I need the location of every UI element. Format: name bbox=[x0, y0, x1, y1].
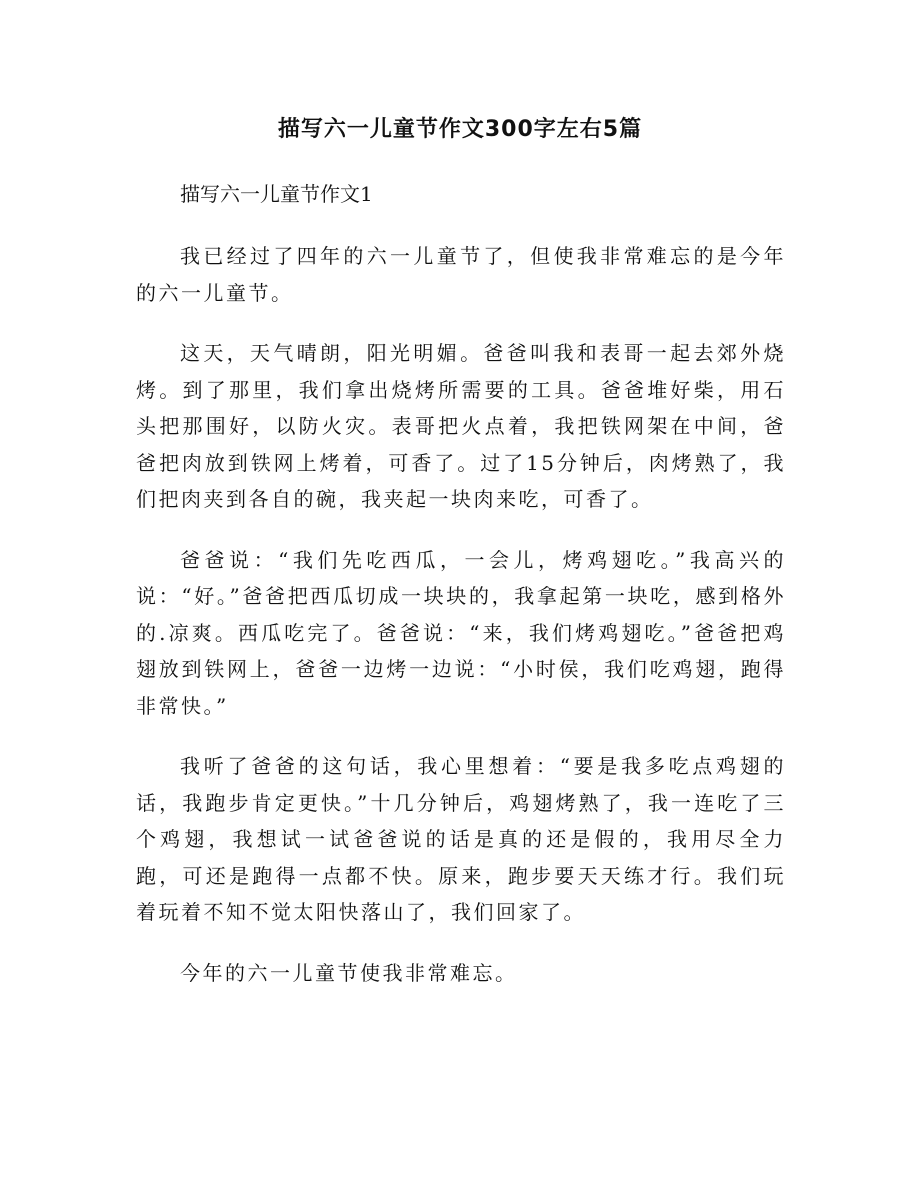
document-title: 描写六一儿童节作文300字左右5篇 bbox=[277, 117, 643, 142]
paragraph-5: 今年的六一儿童节使我非常难忘。 bbox=[180, 960, 518, 985]
paragraph-1: 我已经过了四年的六一儿童节了，但使我非常难忘的是今年的六一儿童节。 bbox=[136, 244, 786, 305]
section-heading: 描写六一儿童节作文1 bbox=[180, 182, 373, 206]
paragraph-4: 我听了爸爸的这句话，我心里想着：“要是我多吃点鸡翅的话，我跑步肯定更快。”十几分钟后，鸡翅烤熟了，我一连吃了三个鸡翅，我想试一试爸爸说的话是真的还是假的，我用尽全力跑，可还是跑得一点都不快。原来，跑步要天天练才行。我们玩着玩着不知不觉太阳快落山了，我们回家了。 bbox=[136, 754, 786, 924]
article-body bbox=[136, 176, 786, 1015]
paragraph-2: 这天，天气晴朗，阳光明媚。爸爸叫我和表哥一起去郊外烧烤。到了那里，我们拿出烧烤所需要的工具。爸爸堆好柴，用石头把那围好，以防火灾。表哥把火点着，我把铁网架在中间，爸爸把肉放到铁网上烤着，可香了。过了15分钟后，肉烤熟了，我们把肉夹到各自的碗，我夹起一块肉来吃，可香了。 bbox=[136, 341, 786, 511]
paragraph-3: 爸爸说：“我们先吃西瓜，一会儿，烤鸡翅吃。”我高兴的说：“好。”爸爸把西瓜切成一块块的，我拿起第一块吃，感到格外的.凉爽。西瓜吃完了。爸爸说：“来，我们烤鸡翅吃。”爸爸把鸡翅放到铁网上，爸爸一边烤一边说：“小时侯，我们吃鸡翅，跑得非常快。” bbox=[136, 547, 786, 718]
